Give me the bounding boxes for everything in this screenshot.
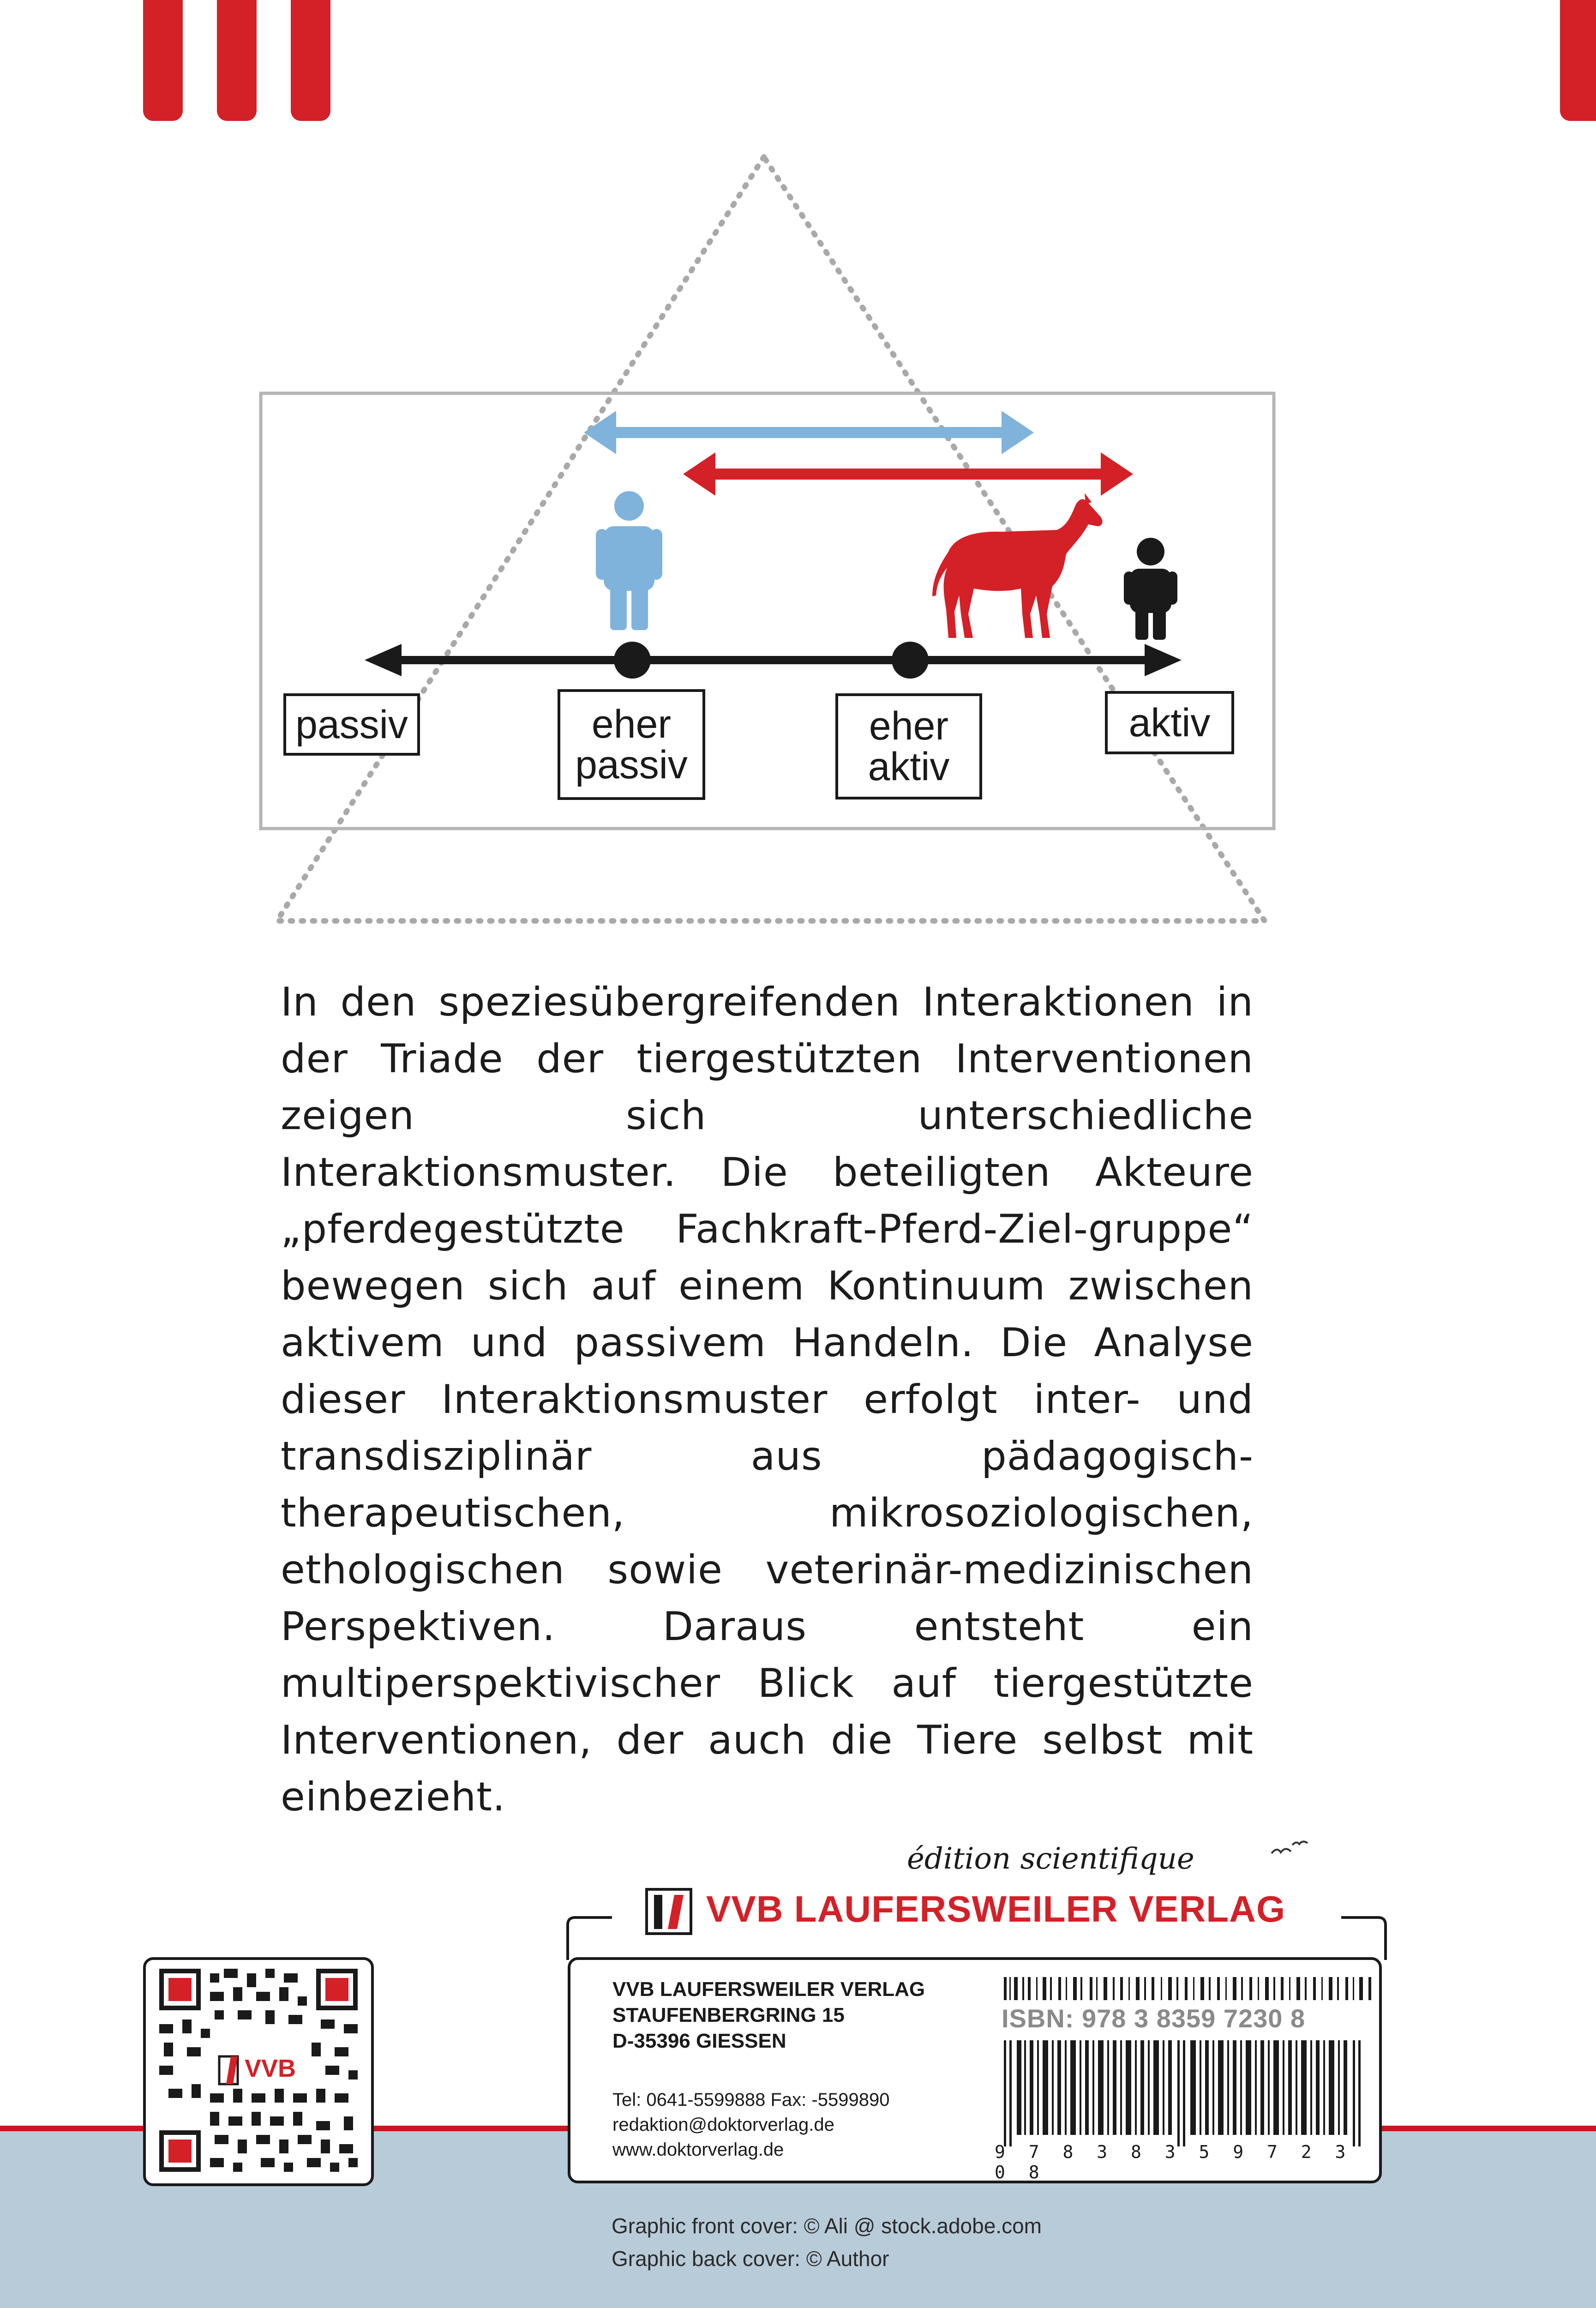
- contact-phone: Tel: 0641-5599888 Fax: -5599890: [612, 2090, 890, 2110]
- axis-point-eher-passiv: [614, 642, 651, 679]
- triad-triangle: [277, 157, 1265, 921]
- barcode-digits: 9 7 8 3 8 3 5 9 7 2 3 0 8: [995, 2142, 1352, 2182]
- description-paragraph: In den speziesübergreifenden Interaktionen in der Triade der tiergestützten Interventionen zeigen sich unterschiedliche Interaktionsmuster. Die beteiligten Akteure „pferdegestützte Fachkraft-Pferd-Ziel-gruppe“ bewegen sich auf einem Kontinuum zwischen aktivem und passivem Handeln. Die Analyse dieser Interaktionsmuster erfolgt inter- und transdisziplinär aus pädagogisch-therapeutischen, mikrosoziologischen, ethologischen sowie veterinär-medizinischen Perspektiven. Daraus entsteht ein multiperspektivischer Blick auf tiergestützte Interventionen, der auch die Tiere selbst mit einbezieht.: [281, 979, 1254, 1820]
- isbn-label: ISBN: 978 3 8359 7230 8: [1002, 2004, 1306, 2033]
- barcode-main: [995, 2040, 1373, 2146]
- qr-vvb-label: VVB: [245, 2055, 296, 2082]
- address-line-1: VVB LAUFERSWEILER VERLAG: [612, 1978, 925, 2001]
- publisher-name-header: VVB LAUFERSWEILER VERLAG: [706, 1888, 1286, 1929]
- activity-continuum-axis: [365, 642, 1182, 679]
- axis-point-eher-aktiv: [892, 642, 929, 679]
- contact-web[interactable]: www.doktorverlag.de: [612, 2140, 784, 2160]
- blue-double-arrow: [584, 411, 1034, 454]
- credit-back-cover: Graphic back cover: © Author: [612, 2247, 889, 2271]
- label-eher-passiv: eher passiv: [558, 689, 705, 800]
- horse-icon: [932, 493, 1103, 638]
- professional-person-icon: [596, 491, 662, 630]
- publisher-tagline: édition scientifique: [907, 1842, 1194, 1876]
- interaction-diagram: [0, 0, 1596, 946]
- label-aktiv: aktiv: [1105, 691, 1234, 754]
- target-group-person-icon: [1124, 538, 1177, 640]
- birds-icon: [1267, 1835, 1318, 1863]
- credit-front-cover: Graphic front cover: © Ali @ stock.adobe.com: [612, 2214, 1042, 2238]
- publisher-contact: [612, 2087, 889, 2162]
- label-passiv: passiv: [283, 693, 420, 756]
- barcode-top-segment: [1004, 1977, 1373, 2000]
- red-double-arrow: [683, 452, 1133, 496]
- contact-email[interactable]: redaktion@doktorverlag.de: [612, 2115, 834, 2135]
- diagram-frame: [261, 393, 1274, 829]
- label-eher-aktiv: eher aktiv: [835, 693, 982, 799]
- publisher-address: [612, 1977, 925, 2054]
- vvb-logo-icon: [644, 1886, 695, 1936]
- address-line-2: STAUFENBERGRING 15: [612, 2004, 845, 2026]
- address-line-3: D-35396 GIESSEN: [612, 2030, 786, 2052]
